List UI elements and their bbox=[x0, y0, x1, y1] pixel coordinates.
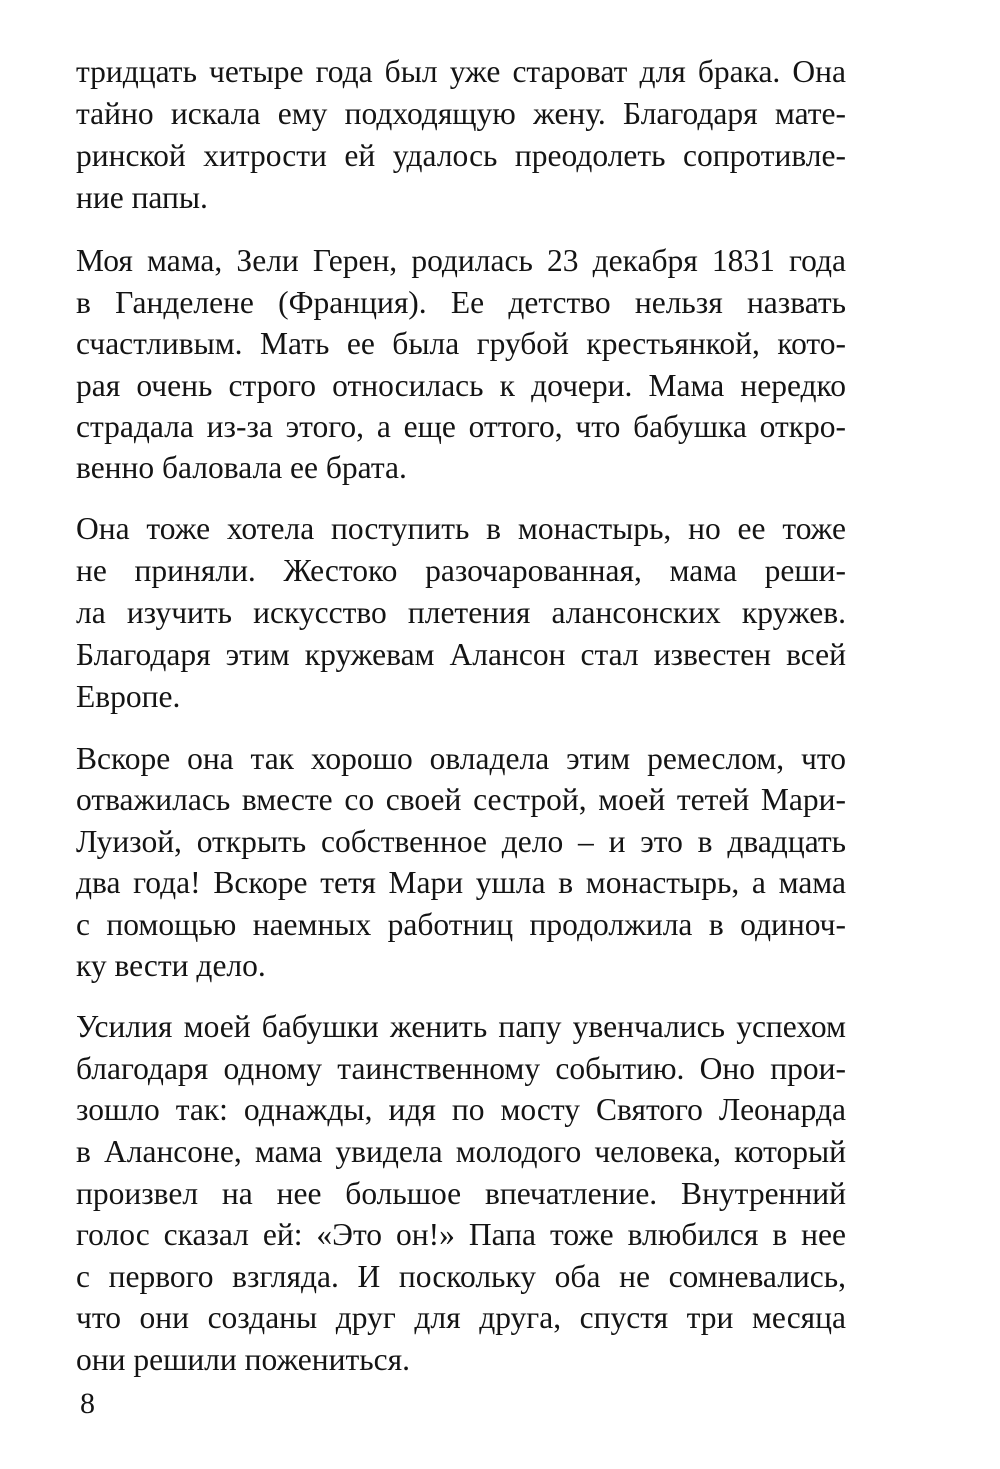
text-line: Моя мама, Зели Герен, родилась 23 декабря 1831 года bbox=[76, 243, 846, 278]
text-line: ку вести дело. bbox=[76, 948, 266, 983]
text-line: тридцать четыре года был уже староват для брака. Она bbox=[76, 54, 846, 89]
text-line: в Алансоне, мама увидела молодого человека, который bbox=[76, 1134, 846, 1169]
text-line: не приняли. Жестоко разочарованная, мама реши- bbox=[76, 553, 846, 588]
text-line: два года! Вскоре тетя Мари ушла в монастырь, а мама bbox=[76, 865, 846, 900]
page-number: 8 bbox=[80, 1387, 95, 1420]
text-line: благодаря одному таинственному событию. Оно прои- bbox=[76, 1051, 846, 1086]
text-line: Вскоре она так хорошо овладела этим ремеслом, что bbox=[76, 741, 846, 776]
text-line: произвел на нее большое впечатление. Внутренний bbox=[76, 1176, 846, 1211]
text-line: ринской хитрости ей удалось преодолеть сопротивле- bbox=[76, 138, 846, 173]
text-line: отважилась вместе со своей сестрой, моей тетей Мари- bbox=[76, 782, 846, 817]
text-line: зошло так: однажды, идя по мосту Святого Леонарда bbox=[76, 1092, 846, 1127]
text-line: с помощью наемных работниц продолжила в одиноч- bbox=[76, 907, 846, 942]
text-line: страдала из-за этого, а еще оттого, что бабушка откро- bbox=[76, 409, 846, 444]
text-line: рая очень строго относилась к дочери. Мама нередко bbox=[76, 368, 846, 403]
text-line: Усилия моей бабушки женить папу увенчались успехом bbox=[76, 1009, 846, 1044]
text-line: они решили пожениться. bbox=[76, 1342, 410, 1377]
text-line: Она тоже хотела поступить в монастырь, но ее тоже bbox=[76, 511, 846, 546]
text-line: голос сказал ей: «Это он!» Папа тоже влюбился в нее bbox=[76, 1217, 846, 1252]
text-line: в Ганделене (Франция). Ее детство нельзя назвать bbox=[76, 285, 846, 320]
text-line: счастливым. Мать ее была грубой крестьянкой, кото- bbox=[76, 326, 846, 361]
text-line: с первого взгляда. И поскольку оба не сомневались, bbox=[76, 1259, 846, 1294]
text-line: Луизой, открыть собственное дело – и это в двадцать bbox=[76, 824, 846, 859]
text-line: что они созданы друг для друга, спустя три месяца bbox=[76, 1300, 846, 1335]
text-line: ла изучить искусство плетения алансонских кружев. bbox=[76, 595, 846, 630]
text-line: Европе. bbox=[76, 679, 181, 714]
text-line: тайно искала ему подходящую жену. Благодаря мате- bbox=[76, 96, 846, 131]
text-line: Благодаря этим кружевам Алансон стал известен всей bbox=[76, 637, 846, 672]
text-line: венно баловала ее брата. bbox=[76, 450, 407, 485]
text-line: ние папы. bbox=[76, 180, 208, 215]
